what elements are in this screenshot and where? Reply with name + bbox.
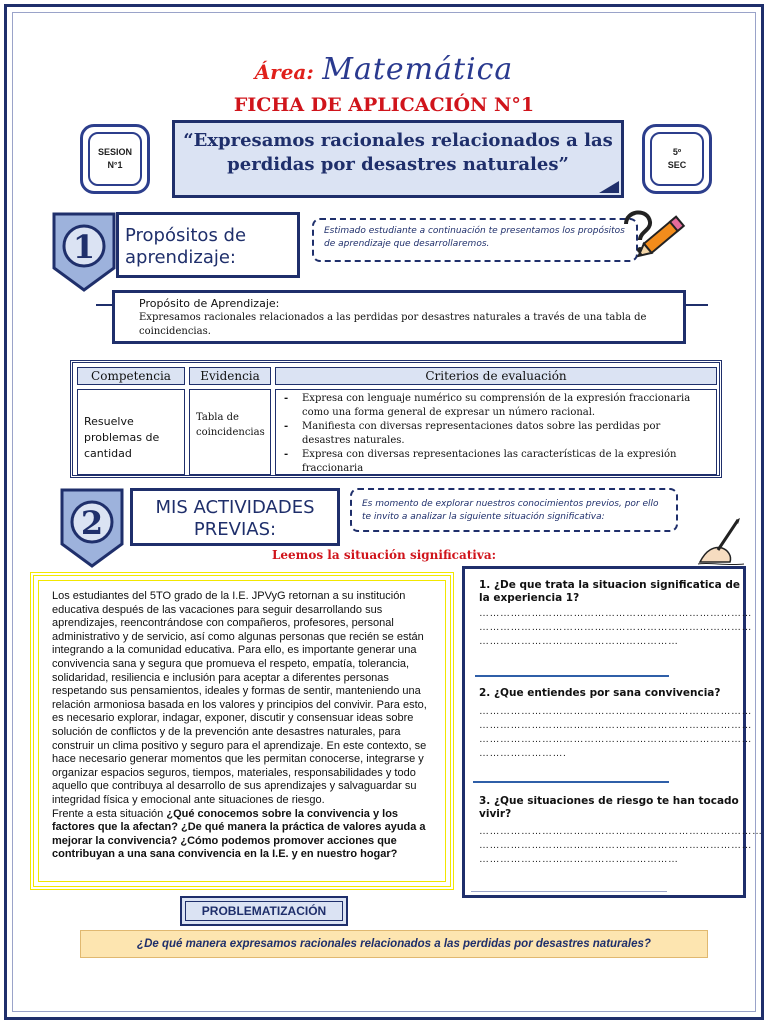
answer-3-lines[interactable]: ……………………………………………………………………… …………………………………………………………………… ………………………………………………… xyxy=(479,826,763,865)
criterios-list xyxy=(282,392,710,476)
section-1-number-shield xyxy=(52,212,116,292)
answer-1-lines[interactable]: …………………………………………………………………… …………………………………………………………………… ………………………………………………… xyxy=(479,608,752,647)
story-questions: ¿Qué conocemos sobre la convivencia y los factores que la afectan? ¿De qué manera la práctica de valores ayuda a mejorar la convivencia? ¿Cómo podemos promover acciones que contribuyan a una sana convivencia en la I.E. y en nuestro hogar? xyxy=(52,807,426,861)
criterio-item: - Expresa con lenguaje numérico su comprensión de la expresión fraccionaria como una forma general de expresar un número racional. xyxy=(282,392,710,420)
ficha-title: FICHA DE APLICACIÓN N°1 xyxy=(233,94,535,116)
question-pencil-icon xyxy=(620,206,690,266)
story-lead: Frente a esta situación xyxy=(52,807,167,820)
answer-2-lines[interactable]: …………………………………………………………………… …………………………………………………………………… …………………………………………………………………… ……………………. xyxy=(479,706,752,759)
section-1-heading-line1: Propósitos de xyxy=(125,225,247,246)
proposito-text: Expresamos racionales relacionados a las perdidas por desastres naturales a través de una tabla de coincidencias. xyxy=(139,312,647,337)
competencia-text: Resuelve problemas de cantidad xyxy=(84,415,160,460)
area-label: Área: xyxy=(254,60,314,84)
session-badge-line2: N°1 xyxy=(107,160,123,170)
problematizacion-label-box xyxy=(180,896,348,926)
area-line xyxy=(0,52,768,87)
session-title: “Expresamos racionales relacionados a las perdidas por desastres naturales” xyxy=(183,130,613,175)
header-criterios: Criterios de evaluación xyxy=(275,367,717,385)
competencia-cell xyxy=(77,389,185,475)
page-curl-icon xyxy=(599,181,619,193)
session-title-box xyxy=(172,120,624,198)
competencias-table xyxy=(70,360,722,478)
grade-badge-line1: 5º xyxy=(672,147,682,157)
story-body: Los estudiantes del 5TO grado de la I.E. JPVyG retornan a su institución educativa después de las vacaciones para seguir desarrollando sus aprendizajes, reencontrándose con compañeros, profesores, personal administrativo y de servicio, así como algunas personas que recién se están integrando a la comunidad educativa. Para ello, es importante generar una convivencia sana y segura que promueva el respeto, empatía, tolerancia, solidaridad, resiliencia e inclusión para aceptar a diferentes personas respetando sus pensamientos, ideales y formas de sentir, manteniendo una relación armoniosa basada en los valores y principios del convivir. Para esto, es necesario explorar, indagar, exponer, discutir y consensuar ideas sobre solución de conflictos y de la prevención ante desastres naturales, para construir un clima positivo y seguro para el aprendizaje. En este contexto, se hace necesario generar momentos que les permitan conocerse, integrarse y organizar espacios seguros, tiempos, materiales, responsabilidades y todo aquello que contribuya al desarrollo de sus aprendizajes y salvaguardar su integridad física y emocional ante situaciones de riesgo. xyxy=(52,590,427,806)
story-box xyxy=(30,572,454,890)
session-badge-line1: SESION xyxy=(97,147,132,157)
question-divider xyxy=(475,675,669,677)
grade-badge xyxy=(642,124,712,194)
section-2-heading-line1: MIS ACTIVIDADES xyxy=(155,497,315,518)
section-1-note: Estimado estudiante a continuación te presentamos los propósitos de aprendizaje que desarrollaremos. xyxy=(312,218,638,262)
criterios-cell xyxy=(275,389,717,475)
questions-box xyxy=(462,566,763,898)
section-2-heading xyxy=(130,488,340,546)
question-divider xyxy=(471,891,667,892)
evidencia-text: Tabla de coincidencias xyxy=(196,412,265,438)
question-3: 3. ¿Que situaciones de riesgo te han tocado vivir? xyxy=(479,795,739,820)
question-divider xyxy=(473,781,669,783)
evidencia-cell xyxy=(189,389,271,475)
header-evidencia: Evidencia xyxy=(189,367,271,385)
section-2-number: 2 xyxy=(80,504,104,542)
leemos-heading: Leemos la situación significativa: xyxy=(271,548,497,562)
header-competencia: Competencia xyxy=(77,367,185,385)
criterio-item: - Expresa con diversas representaciones las características de la expresión fraccionaria xyxy=(282,448,710,476)
area-value: Matemática xyxy=(322,52,514,87)
proposito-label: Propósito de Aprendizaje: xyxy=(139,297,280,310)
proposito-box xyxy=(112,290,686,344)
question-1: 1. ¿De que trata la situacion significatica de la experiencia 1? xyxy=(479,579,741,604)
section-1-heading xyxy=(116,212,300,278)
problematizacion-question: ¿De qué manera expresamos racionales relacionados a las perdidas por desastres naturales? xyxy=(80,930,708,958)
criterio-item: - Manifiesta con diversas representaciones datos sobre las perdidas por desastres naturales. xyxy=(282,420,710,448)
grade-badge-line2: SEC xyxy=(667,160,687,170)
section-2-heading-line2: PREVIAS: xyxy=(193,519,277,540)
section-2-note: Es momento de explorar nuestros conocimientos previos, por ello te invito a analizar la siguiente situación significativa: xyxy=(350,488,678,532)
session-badge xyxy=(80,124,150,194)
problematizacion-label: PROBLEMATIZACIÓN xyxy=(185,901,343,921)
question-2: 2. ¿Que entiendes por sana convivencia? xyxy=(479,687,721,699)
section-1-heading-line2: aprendizaje: xyxy=(125,247,236,268)
section-1-number: 1 xyxy=(72,228,96,266)
story-text xyxy=(52,590,432,862)
